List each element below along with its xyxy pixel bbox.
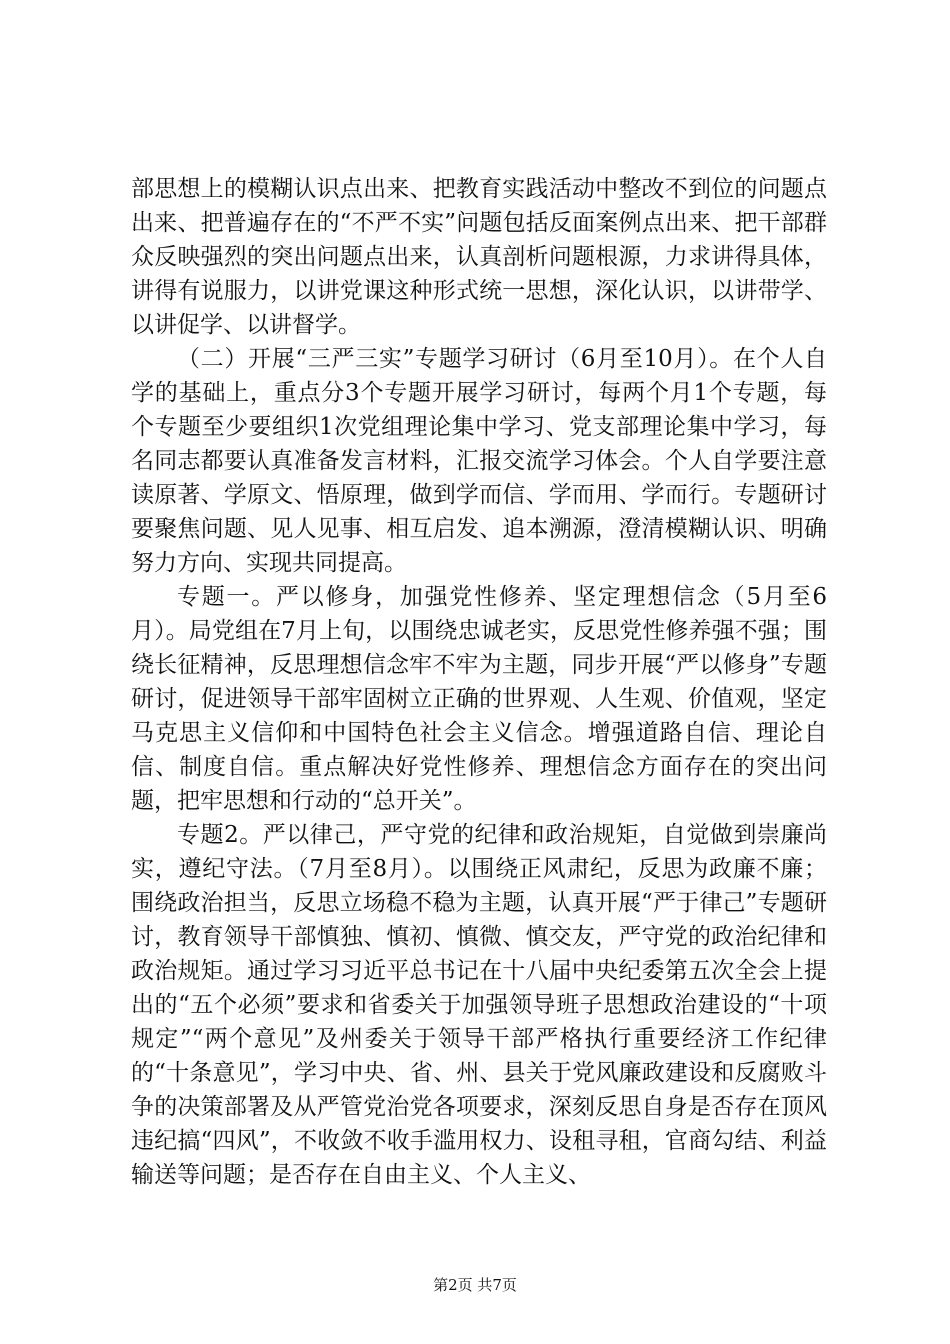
paragraph-continued: 部思想上的模糊认识点出来、把教育实践活动中整改不到位的问题点出来、把普遍存在的“不严不实”问题包括反面案例点出来、把干部群众反映强烈的突出问题点出来，认真剖析问题根源，力求讲得具体，讲得有说服力，以讲党课这种形式统一思想，深化认识，以讲带学、以讲促学、以讲督学。 xyxy=(131,176,827,338)
paragraph-section-two: （二）开展“三严三实”专题学习研讨（6月至10月）。在个人自学的基础上，重点分3个专题开展学习研讨，每两个月1个专题，每个专题至少要组织1次党组理论集中学习、党支部理论集中学习，每名同志都要认真准备发言材料，汇报交流学习体会。个人自学要注意读原著、学原文、悟原理，做到学而信、学而用、学而行。专题研讨要聚焦问题、见人见事、相互启发、追本溯源，澄清模糊认识、明确努力方向、实现共同提高。 xyxy=(131,346,827,576)
page-footer: 第2页 共7页 xyxy=(433,1276,517,1294)
paragraph-topic-one: 专题一。严以修身，加强党性修养、坚定理想信念（5月至6月）。局党组在7月上旬，以围绕忠诚老实，反思党性修养强不强；围绕长征精神，反思理想信念牢不牢为主题，同步开展“严以修身”专题研讨，促进领导干部牢固树立正确的世界观、人生观、价值观，坚定马克思主义信仰和中国特色社会主义信念。增强道路自信、理论自信、制度自信。重点解决好党性修养、理想信念方面存在的突出问题，把牢思想和行动的“总开关”。 xyxy=(131,584,827,814)
paragraph-topic-two: 专题2。严以律己，严守党的纪律和政治规矩，自觉做到崇廉尚实，遵纪守法。（7月至8月）。以围绕正风肃纪，反思为政廉不廉；围绕政治担当，反思立场稳不稳为主题，认真开展“严于律己”专题研讨，教育领导干部慎独、慎初、慎微、慎交友，严守党的政治纪律和政治规矩。通过学习习近平总书记在十八届中央纪委第五次全会上提出的“五个必须”要求和省委关于加强领导班子思想政治建设的“十项规定”“两个意见”及州委关于领导干部严格执行重要经济工作纪律的“十条意见”，学习中央、省、州、县关于党风廉政建设和反腐败斗争的决策部署及从严管党治党各项要求，深刻反思自身是否存在顶风违纪搞“四风”，不收敛不收手滥用权力、设租寻租，官商勾结、利益输送等问题；是否存在自由主义、个人主义、 xyxy=(131,822,827,1188)
body-text xyxy=(131,172,827,1192)
